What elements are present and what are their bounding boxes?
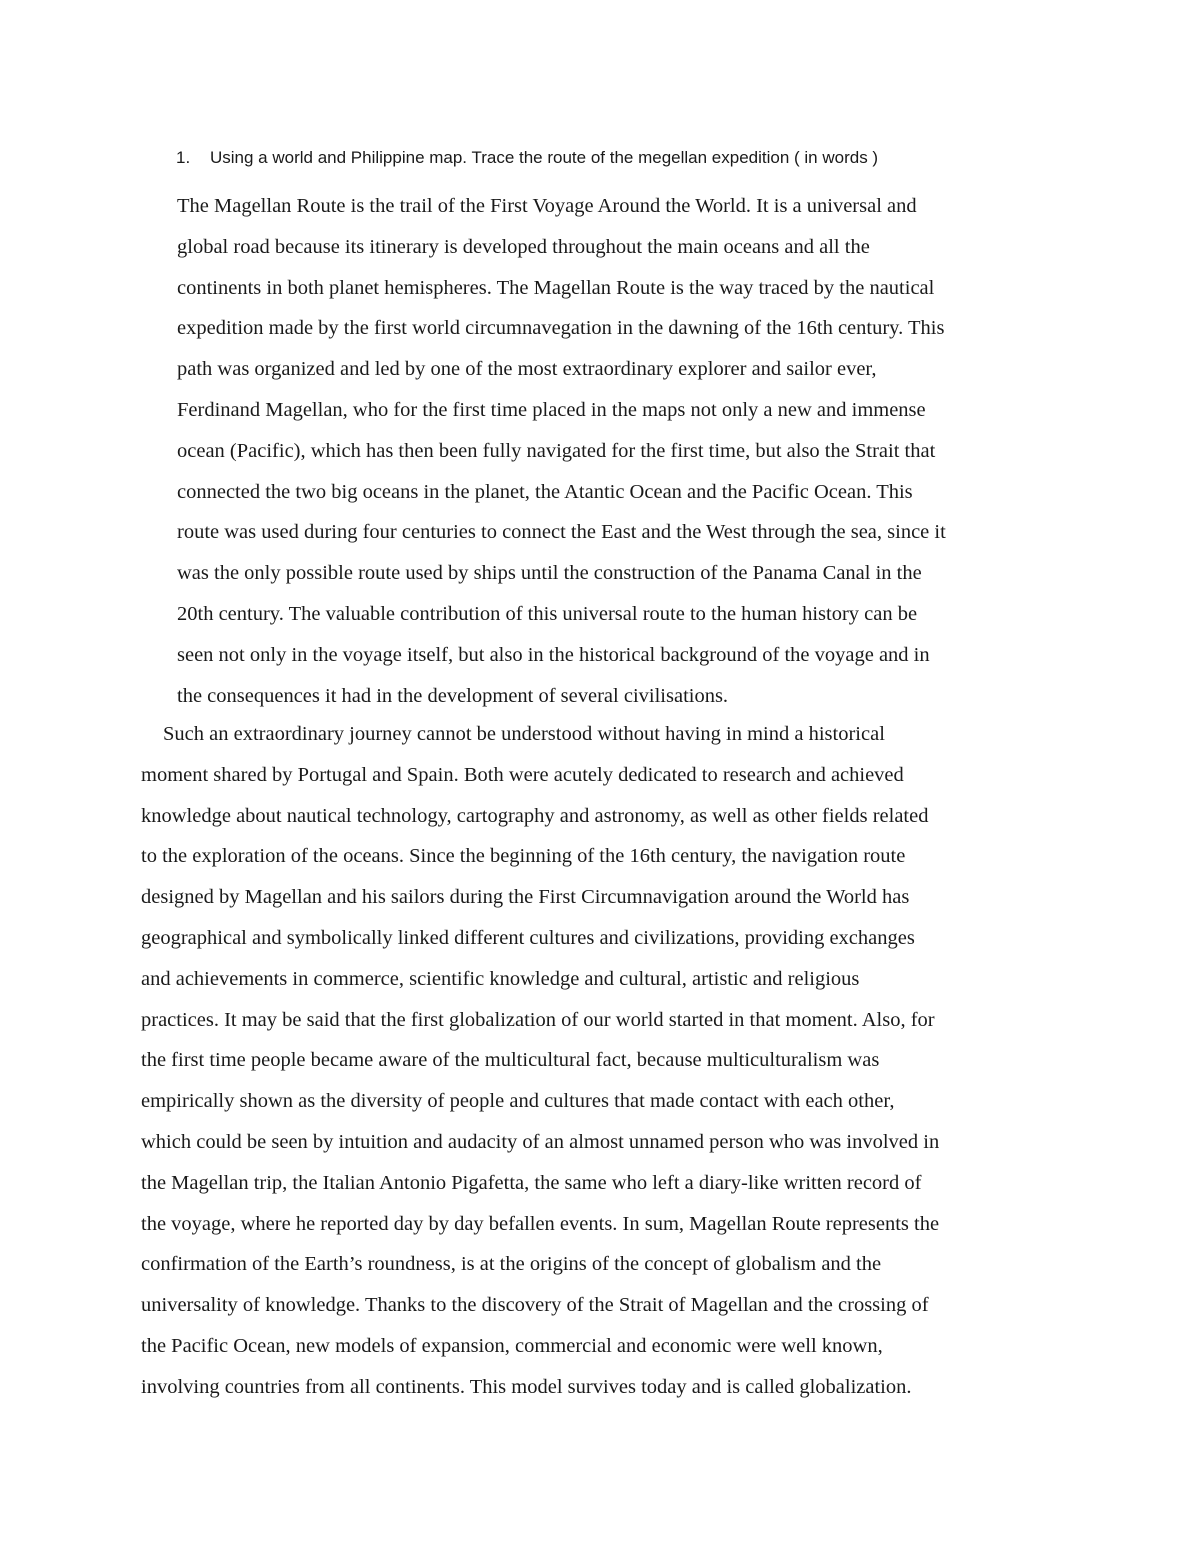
paragraph-line: the voyage, where he reported day by day befallen events. In sum, Magellan Route represents the [141, 1212, 940, 1235]
paragraph-line: Ferdinand Magellan, who for the first time placed in the maps not only a new and immense [177, 398, 926, 421]
paragraph-line: the Pacific Ocean, new models of expansion, commercial and economic were well known, [141, 1334, 883, 1357]
answer-paragraph-1 [177, 186, 1072, 716]
paragraph-line: global road because its itinerary is developed throughout the main oceans and all the [177, 235, 870, 258]
paragraph-line: practices. It may be said that the first globalization of our world started in that moment. Also, for [141, 1008, 935, 1031]
paragraph-line: which could be seen by intuition and audacity of an almost unnamed person who was involved in [141, 1130, 940, 1153]
paragraph-line: to the exploration of the oceans. Since the beginning of the 16th century, the navigation route [141, 845, 906, 868]
question-heading [176, 146, 1076, 170]
paragraph-line: geographical and symbolically linked different cultures and civilizations, providing exchanges [141, 926, 915, 949]
answer-paragraph-2 [141, 714, 1071, 1408]
paragraph-line: 20th century. The valuable contribution of this universal route to the human history can be [177, 602, 918, 625]
paragraph-line: continents in both planet hemispheres. The Magellan Route is the way traced by the nautical [177, 276, 935, 299]
paragraph-line: The Magellan Route is the trail of the First Voyage Around the World. It is a universal and [177, 195, 917, 217]
paragraph-line: was the only possible route used by ships until the construction of the Panama Canal in the [177, 562, 922, 585]
paragraph-line: seen not only in the voyage itself, but also in the historical background of the voyage and in [177, 643, 930, 666]
paragraph-line: moment shared by Portugal and Spain. Both were acutely dedicated to research and achieved [141, 763, 904, 786]
paragraph-line: the Magellan trip, the Italian Antonio Pigafetta, the same who left a diary-like written record of [141, 1171, 922, 1194]
paragraph-line: involving countries from all continents. This model survives today and is called globalization. [141, 1375, 912, 1398]
question-number: 1. [176, 148, 191, 167]
paragraph-line: and achievements in commerce, scientific knowledge and cultural, artistic and religious [141, 967, 860, 990]
paragraph-line: confirmation of the Earth’s roundness, is at the origins of the concept of globalism and the [141, 1253, 882, 1276]
paragraph-line: connected the two big oceans in the planet, the Atantic Ocean and the Pacific Ocean. This [177, 480, 913, 503]
paragraph-line: the first time people became aware of the multicultural fact, because multiculturalism was [141, 1049, 880, 1072]
paragraph-line: knowledge about nautical technology, cartography and astronomy, as well as other fields related [141, 804, 929, 827]
paragraph-line: ocean (Pacific), which has then been fully navigated for the first time, but also the Strait that [177, 439, 936, 462]
paragraph-line: path was organized and led by one of the most extraordinary explorer and sailor ever, [177, 358, 877, 381]
paragraph-line: expedition made by the first world circumnavegation in the dawning of the 16th century. This [177, 317, 945, 340]
paragraph-line: universality of knowledge. Thanks to the discovery of the Strait of Magellan and the crossing of [141, 1294, 929, 1317]
question-text: Using a world and Philippine map. Trace the route of the megellan expedition ( in words ) [210, 148, 879, 167]
paragraph-line: Such an extraordinary journey cannot be understood without having in mind a historical [163, 723, 885, 745]
paragraph-line: empirically shown as the diversity of people and cultures that made contact with each other, [141, 1090, 895, 1113]
paragraph-line: the consequences it had in the development of several civilisations. [177, 684, 729, 707]
paragraph-line: route was used during four centuries to connect the East and the West through the sea, since it [177, 521, 946, 544]
paragraph-line: designed by Magellan and his sailors during the First Circumnavigation around the World has [141, 886, 910, 909]
